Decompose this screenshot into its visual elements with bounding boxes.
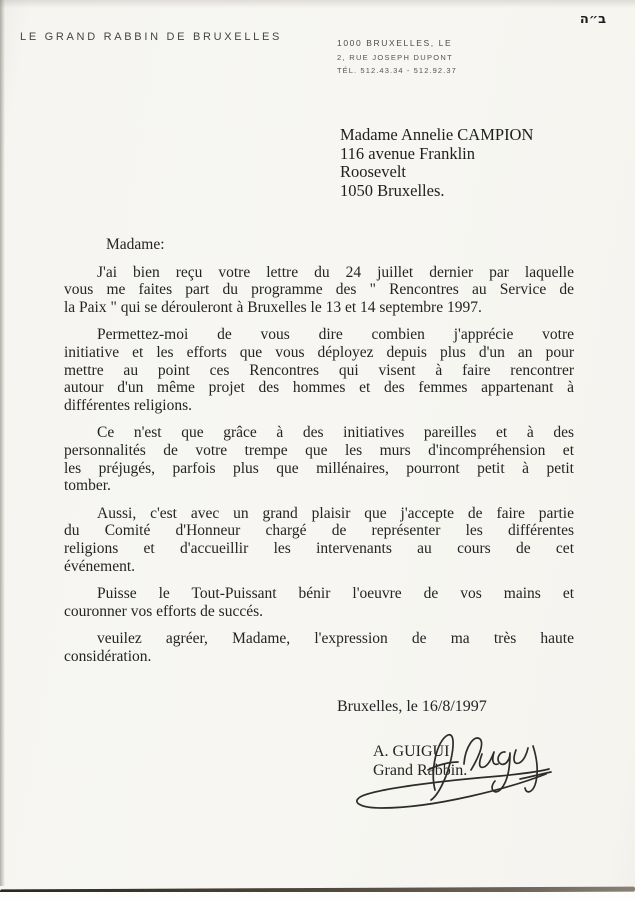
letter-line: tomber.: [64, 477, 111, 495]
recipient-address-block: [340, 126, 533, 200]
letter-line: du Comité d'Honneur chargé de représenter les différentes: [64, 522, 574, 540]
letter-line: personnalités de votre trempe que les murs d'incompréhension et: [64, 441, 574, 459]
body-paragraph: [64, 630, 574, 665]
letter-line: considération.: [64, 647, 152, 665]
letter-line: les préjugés, parfois plus que millénaires, pourront petit à petit: [64, 459, 574, 477]
letter-line: vous me faites part du programme des " Rencontres au Service de: [64, 281, 574, 299]
letterhead-address-street: 2, RUE JOSEPH DUPONT: [337, 53, 454, 62]
recipient-name: Madame Annelie CAMPION: [340, 125, 534, 144]
letterhead-address-phone: TÉL. 512.43.34 - 512.92.37: [337, 66, 457, 75]
letter-line: Puisse le Tout-Puissant bénir l'oeuvre de vos mains et: [97, 585, 574, 603]
letter-line: initiative et les efforts que vous déployez depuis plus d'un an pour: [64, 343, 574, 361]
letter-body: [64, 236, 574, 665]
body-paragraph: [64, 326, 574, 414]
letter-line: couronner vos efforts de succés.: [64, 602, 263, 620]
recipient-street: 116 avenue Franklin: [340, 143, 476, 163]
letter-line: J'ai bien reçu votre lettre du 24 juillet dernier par laquelle: [97, 263, 574, 281]
hebrew-blessing: ב״ה: [579, 12, 606, 27]
paper-left-edge-shadow: [0, 0, 5, 886]
handwritten-signature-icon: [340, 728, 555, 820]
scan-background-strip: [0, 892, 635, 900]
letter-line: événement.: [64, 557, 136, 575]
dateline: Bruxelles, le 16/8/1997: [337, 698, 487, 715]
body-paragraph: [64, 264, 574, 317]
signatory-title: Grand Rabbin.: [373, 761, 468, 779]
letter-line: Ce n'est que grâce à des initiatives pareilles et à des: [97, 424, 574, 442]
recipient-city: 1050 Bruxelles.: [340, 180, 445, 200]
recipient-street-2: Roosevelt: [340, 162, 406, 181]
letter-line: mettre au point ces Rencontres qui visent à faire rencontrer: [64, 361, 574, 379]
letterhead-address-block: [337, 38, 457, 75]
letter-line: Permettez-moi de vous dire combien j'apprécie votre: [97, 326, 574, 344]
paper-top-edge-shadow: [0, 0, 635, 8]
letter-line: la Paix " qui se dérouleront à Bruxelles le 13 et 14 septembre 1997.: [64, 298, 482, 316]
body-paragraph: [64, 424, 574, 494]
body-paragraph: [64, 505, 574, 575]
signatory-name: A. GUIGUI: [373, 743, 450, 760]
letter-line: religions et d'accueillir les intervenants au cours de cet: [64, 539, 574, 557]
letterhead-address-city: 1000 BRUXELLES, LE: [337, 38, 453, 48]
letterhead-sender-title: LE GRAND RABBIN DE BRUXELLES: [20, 31, 283, 43]
body-paragraph: [64, 585, 574, 620]
letter-line: veuilez agréer, Madame, l'expression de ma très haute: [97, 630, 574, 648]
letter-line: différentes religions.: [64, 396, 192, 414]
letter-line: Aussi, c'est avec un grand plaisir que j'accepte de faire partie: [97, 504, 574, 522]
salutation: Madame:: [106, 236, 165, 253]
letter-line: autour d'un même projet des hommes et des femmes appartenant à: [64, 379, 574, 397]
